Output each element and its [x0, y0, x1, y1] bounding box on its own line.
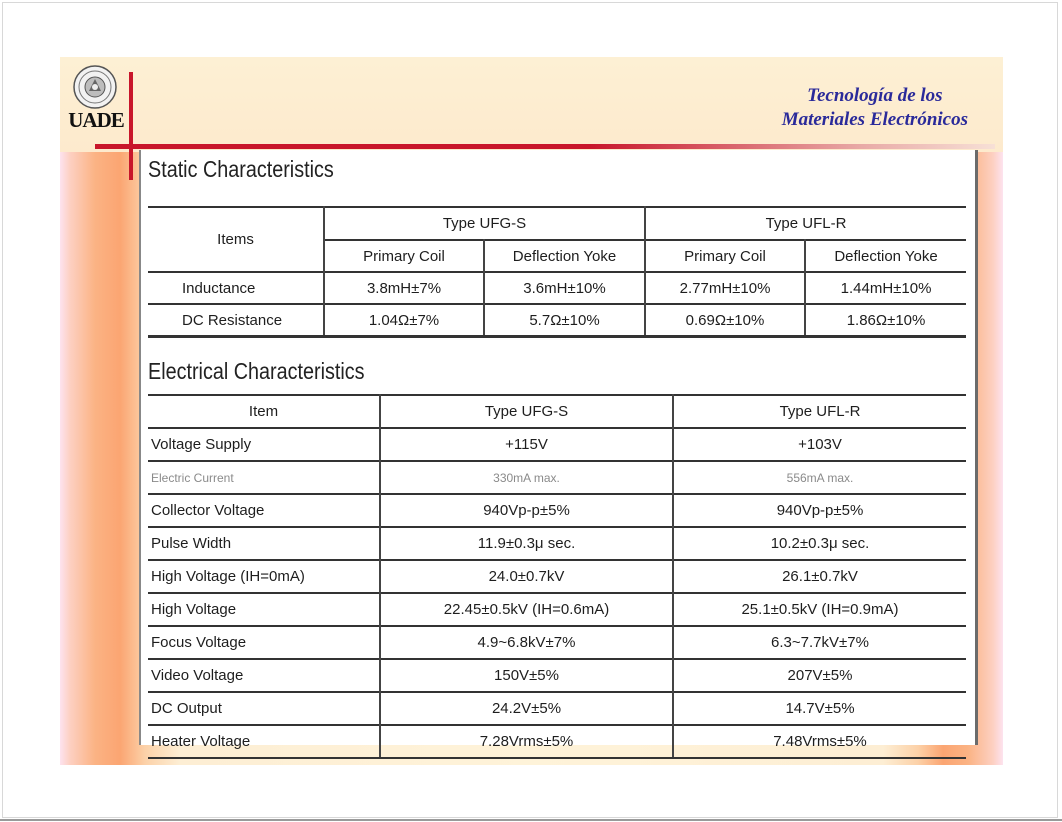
sub-header: Primary Coil: [324, 240, 484, 272]
page-bottom-rule: [0, 819, 1062, 821]
electrical-characteristics-title: Electrical Characteristics: [148, 358, 365, 384]
cell: 1.86Ω±10%: [805, 304, 966, 337]
cell: 6.3~7.7kV±7%: [673, 626, 966, 659]
electrical-characteristics-table: [148, 394, 966, 759]
row-item: Voltage Supply: [148, 428, 380, 461]
table-row: [148, 593, 966, 626]
university-seal-icon: [72, 64, 118, 110]
type-ufl-header: Type UFL-R: [673, 395, 966, 428]
table-row: [148, 272, 966, 304]
cell: 24.0±0.7kV: [380, 560, 673, 593]
row-item: Heater Voltage: [148, 725, 380, 758]
row-item: High Voltage (IH=0mA): [148, 560, 380, 593]
items-header: Items: [148, 207, 324, 272]
row-item: Focus Voltage: [148, 626, 380, 659]
header-divider-vertical: [129, 72, 133, 180]
row-item: Electric Current: [148, 461, 380, 494]
table-row: [148, 428, 966, 461]
type-ufg-header: Type UFG-S: [380, 395, 673, 428]
cell: 10.2±0.3μ sec.: [673, 527, 966, 560]
row-item: Inductance: [148, 272, 324, 304]
cell: 25.1±0.5kV (IH=0.9mA): [673, 593, 966, 626]
scan-edge-left: [139, 150, 141, 745]
cell: 940Vp-p±5%: [673, 494, 966, 527]
cell: 5.7Ω±10%: [484, 304, 645, 337]
cell: 26.1±0.7kV: [673, 560, 966, 593]
cell: 3.8mH±7%: [324, 272, 484, 304]
cell: 1.44mH±10%: [805, 272, 966, 304]
cell: 940Vp-p±5%: [380, 494, 673, 527]
static-characteristics-table: [148, 206, 966, 338]
uade-logo: [68, 64, 124, 134]
cell: 556mA max.: [673, 461, 966, 494]
cell: 207V±5%: [673, 659, 966, 692]
row-item: DC Output: [148, 692, 380, 725]
row-item: Collector Voltage: [148, 494, 380, 527]
row-item: DC Resistance: [148, 304, 324, 337]
table-row: [148, 659, 966, 692]
cell: +103V: [673, 428, 966, 461]
cell: 330mA max.: [380, 461, 673, 494]
table-header-row: [148, 207, 966, 240]
scan-edge-right: [975, 150, 978, 745]
logo-text: UADE: [68, 108, 124, 132]
table-row: [148, 304, 966, 337]
item-header: Item: [148, 395, 380, 428]
row-item: Pulse Width: [148, 527, 380, 560]
cell: 14.7V±5%: [673, 692, 966, 725]
table-row: [148, 560, 966, 593]
table-row: [148, 461, 966, 494]
sub-header: Primary Coil: [645, 240, 805, 272]
cell: 0.69Ω±10%: [645, 304, 805, 337]
table-row: [148, 494, 966, 527]
cell: 7.48Vrms±5%: [673, 725, 966, 758]
course-title-line2: Materiales Electrónicos: [781, 109, 968, 130]
course-title: [782, 84, 968, 132]
header-divider-horizontal: [95, 144, 995, 149]
cell: 11.9±0.3μ sec.: [380, 527, 673, 560]
table-header-row: [148, 395, 966, 428]
cell: 150V±5%: [380, 659, 673, 692]
cell: 1.04Ω±7%: [324, 304, 484, 337]
cell: 22.45±0.5kV (IH=0.6mA): [380, 593, 673, 626]
table-row: [148, 725, 966, 758]
table-row: [148, 527, 966, 560]
row-item: Video Voltage: [148, 659, 380, 692]
scanned-datasheet: [140, 150, 976, 750]
type-ufl-header: Type UFL-R: [645, 207, 966, 240]
sub-header: Deflection Yoke: [805, 240, 966, 272]
cell: +115V: [380, 428, 673, 461]
course-title-line1: Tecnología de los: [807, 85, 943, 106]
cell: 7.28Vrms±5%: [380, 725, 673, 758]
static-characteristics-title: Static Characteristics: [148, 156, 334, 182]
cell: 24.2V±5%: [380, 692, 673, 725]
table-row: [148, 626, 966, 659]
cell: 4.9~6.8kV±7%: [380, 626, 673, 659]
sub-header: Deflection Yoke: [484, 240, 645, 272]
row-item: High Voltage: [148, 593, 380, 626]
cell: 3.6mH±10%: [484, 272, 645, 304]
cell: 2.77mH±10%: [645, 272, 805, 304]
table-row: [148, 692, 966, 725]
type-ufg-header: Type UFG-S: [324, 207, 645, 240]
